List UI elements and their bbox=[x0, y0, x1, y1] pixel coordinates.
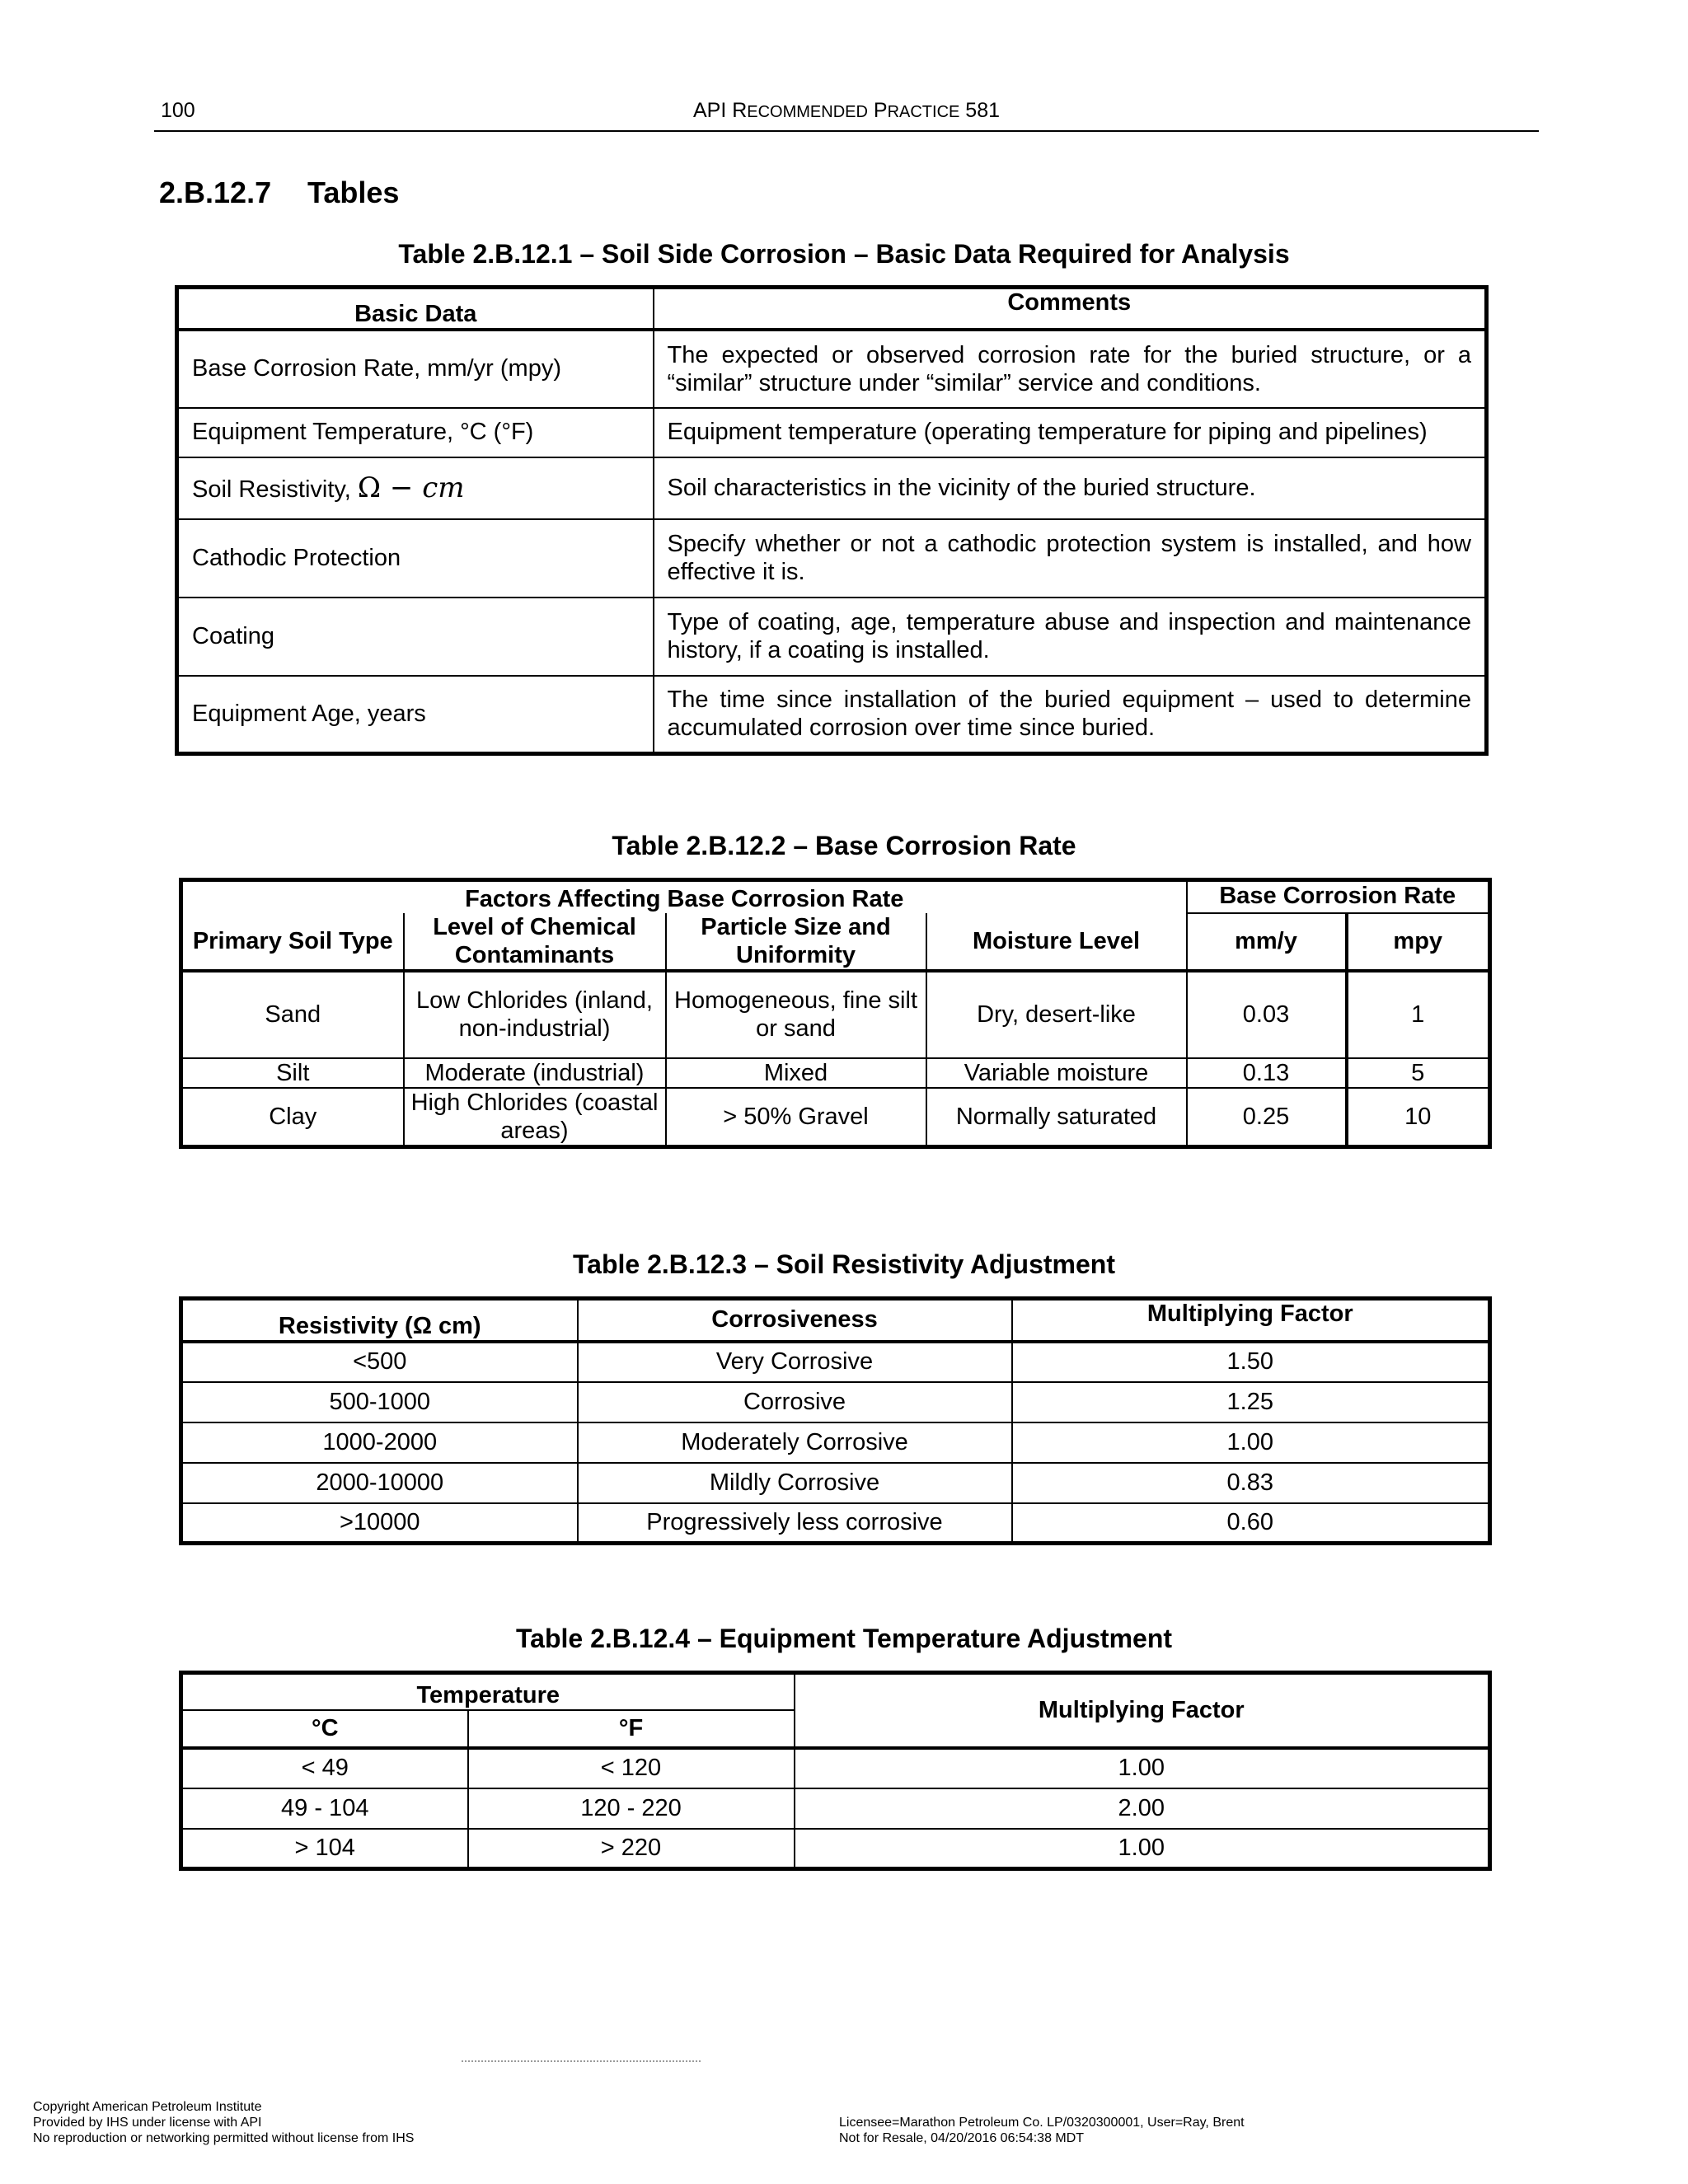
table-row bbox=[177, 519, 1487, 598]
table-cell: < 120 bbox=[468, 1748, 795, 1788]
table-cell: 0.60 bbox=[1012, 1503, 1490, 1544]
comment-cell: Specify whether or not a cathodic protection system is installed, and how effective it is. bbox=[654, 519, 1487, 598]
table-cell: 500-1000 bbox=[181, 1382, 578, 1422]
table-cell: > 220 bbox=[468, 1829, 795, 1869]
ohm-cm-symbol: Ω − cm bbox=[357, 471, 465, 504]
column-header: Resistivity (Ω cm) bbox=[181, 1299, 578, 1342]
table-cell: Mixed bbox=[666, 1058, 926, 1088]
group-header-rate: Base Corrosion Rate bbox=[1187, 880, 1490, 913]
footer-copyright bbox=[33, 2099, 414, 2146]
basic-data-cell: Cathodic Protection bbox=[177, 519, 654, 598]
footer-line: Provided by IHS under license with API bbox=[33, 2116, 262, 2130]
table-cell: 10 bbox=[1347, 1088, 1490, 1147]
table-cell: 0.03 bbox=[1187, 971, 1347, 1058]
table-cell: High Chlorides (coastal areas) bbox=[404, 1088, 666, 1147]
column-header: Multiplying Factor bbox=[795, 1673, 1490, 1748]
table-cell: Progressively less corrosive bbox=[578, 1503, 1012, 1544]
column-header: mpy bbox=[1347, 913, 1490, 971]
basic-data-table bbox=[175, 285, 1489, 756]
table-cell: Very Corrosive bbox=[578, 1342, 1012, 1382]
table3-caption: Table 2.B.12.3 – Soil Resistivity Adjustment bbox=[573, 1249, 1115, 1279]
footer-line: No reproduction or networking permitted without license from IHS bbox=[33, 2131, 415, 2145]
section-number: 2.B.12.7 bbox=[159, 176, 272, 209]
table-row bbox=[181, 1748, 1490, 1788]
table2-caption: Table 2.B.12.2 – Base Corrosion Rate bbox=[612, 831, 1076, 860]
table-cell: 5 bbox=[1347, 1058, 1490, 1088]
table-cell: Clay bbox=[181, 1088, 404, 1147]
footer-line: Copyright American Petroleum Institute bbox=[33, 2100, 262, 2114]
page-header bbox=[154, 97, 1539, 132]
table-cell: < 49 bbox=[181, 1748, 468, 1788]
table-cell: >10000 bbox=[181, 1503, 578, 1544]
table-cell: Silt bbox=[181, 1058, 404, 1088]
comment-cell: Equipment temperature (operating temperature for piping and pipelines) bbox=[654, 408, 1487, 457]
column-header: Moisture Level bbox=[926, 913, 1187, 971]
page-number: 100 bbox=[161, 99, 195, 122]
table-row bbox=[181, 1088, 1490, 1147]
table-cell: Moderate (industrial) bbox=[404, 1058, 666, 1088]
running-title: API RECOMMENDED PRACTICE 581 bbox=[692, 99, 1001, 122]
table-cell: 1 bbox=[1347, 971, 1490, 1058]
group-header-factors: Factors Affecting Base Corrosion Rate bbox=[181, 880, 1187, 913]
column-header: °C bbox=[181, 1710, 468, 1748]
table-cell: 1.00 bbox=[795, 1748, 1490, 1788]
table-cell: 0.83 bbox=[1012, 1463, 1490, 1503]
table-row bbox=[177, 676, 1487, 754]
table-row bbox=[181, 971, 1490, 1058]
table-row bbox=[181, 1382, 1490, 1422]
table-cell: 2000-10000 bbox=[181, 1463, 578, 1503]
table-row bbox=[181, 1422, 1490, 1463]
table-cell: 1.50 bbox=[1012, 1342, 1490, 1382]
comment-cell: The expected or observed corrosion rate for the buried structure, or a “similar” structure under “similar” service and conditions. bbox=[654, 330, 1487, 408]
table-cell: > 50% Gravel bbox=[666, 1088, 926, 1147]
table-group-header-row bbox=[181, 880, 1490, 913]
table-header-row bbox=[181, 913, 1490, 971]
table-row bbox=[181, 1342, 1490, 1382]
table-cell: 1.00 bbox=[795, 1829, 1490, 1869]
table4-caption: Table 2.B.12.4 – Equipment Temperature Adjustment bbox=[515, 1624, 1173, 1653]
table-row bbox=[181, 1503, 1490, 1544]
table-cell: 120 - 220 bbox=[468, 1788, 795, 1829]
basic-data-cell: Equipment Temperature, °C (°F) bbox=[177, 408, 654, 457]
table-group-header-row bbox=[181, 1673, 1490, 1710]
basic-data-cell: Base Corrosion Rate, mm/yr (mpy) bbox=[177, 330, 654, 408]
table-cell: Homogeneous, fine silt or sand bbox=[666, 971, 926, 1058]
temperature-adjustment-table bbox=[179, 1671, 1492, 1871]
table-row bbox=[177, 408, 1487, 457]
table-cell: 1.25 bbox=[1012, 1382, 1490, 1422]
footer-line: Not for Resale, 04/20/2016 06:54:38 MDT bbox=[839, 2131, 1085, 2145]
column-header: Comments bbox=[654, 288, 1487, 330]
footer-license bbox=[839, 2115, 1245, 2146]
column-header: Level of Chemical Contaminants bbox=[404, 913, 666, 971]
column-header: °F bbox=[468, 1710, 795, 1748]
basic-data-cell bbox=[177, 457, 654, 519]
comment-cell: Type of coating, age, temperature abuse and inspection and maintenance history, if a coating is installed. bbox=[654, 598, 1487, 676]
column-header: Corrosiveness bbox=[578, 1299, 1012, 1342]
table-cell: Corrosive bbox=[578, 1382, 1012, 1422]
table-row bbox=[177, 598, 1487, 676]
basic-data-cell: Coating bbox=[177, 598, 654, 676]
group-header-temperature: Temperature bbox=[181, 1673, 795, 1710]
basic-data-cell: Equipment Age, years bbox=[177, 676, 654, 754]
column-header: Multiplying Factor bbox=[1012, 1299, 1490, 1342]
table-row bbox=[181, 1058, 1490, 1088]
table-row bbox=[181, 1463, 1490, 1503]
table-cell: 49 - 104 bbox=[181, 1788, 468, 1829]
table-cell: > 104 bbox=[181, 1829, 468, 1869]
comment-cell: The time since installation of the buried equipment – used to determine accumulated corrosion over time since buried. bbox=[654, 676, 1487, 754]
column-header: Primary Soil Type bbox=[181, 913, 404, 971]
table-header-row bbox=[177, 288, 1487, 330]
column-header: mm/y bbox=[1187, 913, 1347, 971]
table-row bbox=[177, 457, 1487, 519]
table-row bbox=[181, 1829, 1490, 1869]
section-heading bbox=[159, 176, 399, 210]
table-cell: Dry, desert-like bbox=[926, 971, 1187, 1058]
column-header: Basic Data bbox=[177, 288, 654, 330]
table-cell: 1000-2000 bbox=[181, 1422, 578, 1463]
table-cell: 0.25 bbox=[1187, 1088, 1347, 1147]
table-cell: <500 bbox=[181, 1342, 578, 1382]
table-cell: 1.00 bbox=[1012, 1422, 1490, 1463]
base-corrosion-rate-table bbox=[179, 878, 1492, 1149]
scan-artifact bbox=[462, 2060, 701, 2067]
table-cell: Moderately Corrosive bbox=[578, 1422, 1012, 1463]
table1-caption: Table 2.B.12.1 – Soil Side Corrosion – Basic Data Required for Analysis bbox=[398, 239, 1290, 269]
table-cell: Mildly Corrosive bbox=[578, 1463, 1012, 1503]
table-row bbox=[177, 330, 1487, 408]
footer-line: Licensee=Marathon Petroleum Co. LP/0320300001, User=Ray, Brent bbox=[839, 2116, 1245, 2130]
section-title: Tables bbox=[307, 176, 400, 209]
table-cell: 2.00 bbox=[795, 1788, 1490, 1829]
soil-resistivity-table bbox=[179, 1296, 1492, 1545]
table-header-row bbox=[181, 1299, 1490, 1342]
table-cell: Normally saturated bbox=[926, 1088, 1187, 1147]
soil-resistivity-label: Soil Resistivity, bbox=[192, 476, 351, 503]
table-cell: Variable moisture bbox=[926, 1058, 1187, 1088]
comment-cell: Soil characteristics in the vicinity of the buried structure. bbox=[654, 457, 1487, 519]
table-cell: Low Chlorides (inland, non-industrial) bbox=[404, 971, 666, 1058]
column-header: Particle Size and Uniformity bbox=[666, 913, 926, 971]
table-cell: Sand bbox=[181, 971, 404, 1058]
table-row bbox=[181, 1788, 1490, 1829]
table-cell: 0.13 bbox=[1187, 1058, 1347, 1088]
